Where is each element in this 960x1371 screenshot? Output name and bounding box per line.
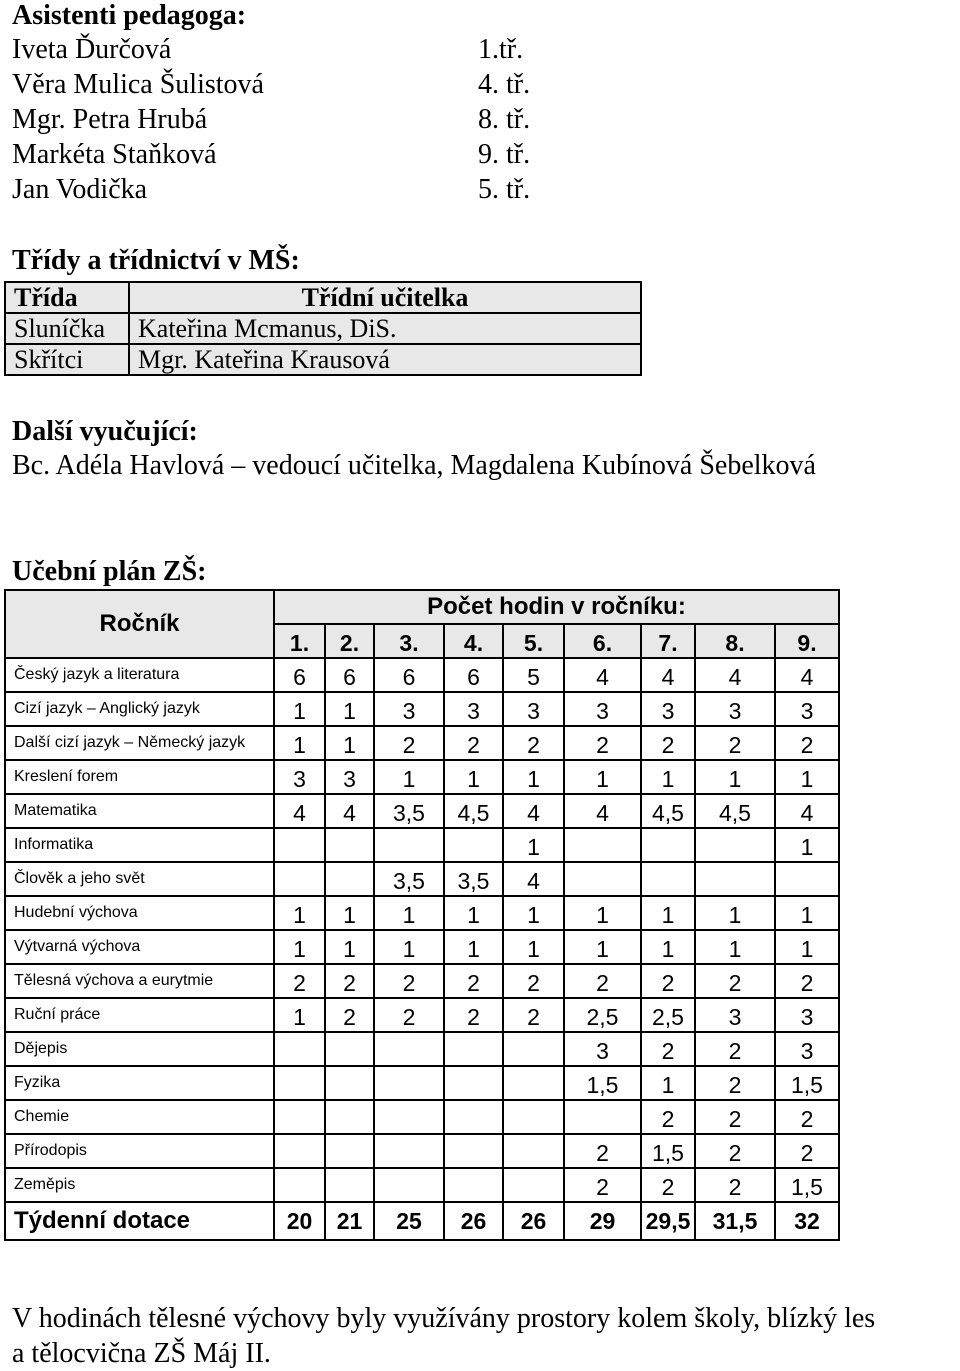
hours-cell (444, 1168, 503, 1202)
hours-cell (374, 1032, 444, 1066)
hours-cell: 3 (641, 692, 695, 726)
subject-name: Informatika (5, 828, 274, 862)
hours-cell: 1 (444, 896, 503, 930)
hours-cell: 3 (775, 692, 839, 726)
hours-cell (274, 1100, 325, 1134)
hours-cell (274, 1168, 325, 1202)
hours-cell: 1 (325, 896, 374, 930)
grade-header: 1. (274, 624, 325, 658)
hours-cell: 2 (374, 964, 444, 998)
hours-cell (274, 1032, 325, 1066)
total-hours: 26 (503, 1202, 564, 1240)
hours-cell: 5 (503, 658, 564, 692)
hours-cell: 1 (564, 930, 641, 964)
grade-header: 7. (641, 624, 695, 658)
grade-header: 9. (775, 624, 839, 658)
hours-cell (641, 828, 695, 862)
hours-cell: 3,5 (374, 794, 444, 828)
subject-name: Další cizí jazyk – Německý jazyk (5, 726, 274, 760)
hours-cell: 3 (775, 998, 839, 1032)
subject-row (5, 1100, 839, 1134)
hours-cell: 4 (564, 658, 641, 692)
hours-cell: 1 (503, 828, 564, 862)
hours-cell: 1 (641, 760, 695, 794)
hours-cell: 4,5 (641, 794, 695, 828)
total-hours: 20 (274, 1202, 325, 1240)
hours-cell: 2 (695, 1134, 775, 1168)
assistant-class: 4. tř. (478, 69, 531, 100)
hours-cell: 1 (444, 930, 503, 964)
hours-cell (374, 1066, 444, 1100)
hours-cell: 2 (641, 1100, 695, 1134)
grade-header: 3. (374, 624, 444, 658)
hours-cell: 1 (274, 930, 325, 964)
hours-cell (503, 1134, 564, 1168)
hours-cell: 2 (274, 964, 325, 998)
hours-cell: 1 (775, 930, 839, 964)
hours-cell: 6 (325, 658, 374, 692)
hours-cell: 3 (325, 760, 374, 794)
hours-cell: 1,5 (564, 1066, 641, 1100)
subject-row (5, 794, 839, 828)
others-heading: Další vyučující: (12, 416, 198, 447)
hours-cell: 6 (374, 658, 444, 692)
hours-cell (444, 1032, 503, 1066)
hours-cell: 2 (695, 1168, 775, 1202)
subject-row (5, 760, 839, 794)
total-hours: 25 (374, 1202, 444, 1240)
hours-cell: 2 (695, 1066, 775, 1100)
subject-name: Fyzika (5, 1066, 274, 1100)
hours-cell: 3 (695, 692, 775, 726)
hours-cell (325, 1168, 374, 1202)
hours-cell: 4,5 (444, 794, 503, 828)
subject-row (5, 1066, 839, 1100)
hours-cell: 2 (444, 964, 503, 998)
hours-cell: 3 (374, 692, 444, 726)
hours-cell: 1 (564, 896, 641, 930)
hours-cell (503, 1100, 564, 1134)
subject-name: Výtvarná výchova (5, 930, 274, 964)
hours-cell: 3 (564, 1032, 641, 1066)
hours-cell (325, 862, 374, 896)
hours-cell (325, 1134, 374, 1168)
hours-cell: 2 (641, 1032, 695, 1066)
hours-cell: 3 (564, 692, 641, 726)
hours-cell: 1 (695, 896, 775, 930)
hours-cell: 4 (641, 658, 695, 692)
hours-cell: 2 (641, 964, 695, 998)
subject-row (5, 1032, 839, 1066)
hours-cell: 1 (374, 930, 444, 964)
hours-cell: 1 (274, 896, 325, 930)
hours-cell: 1 (274, 692, 325, 726)
hours-cell: 2 (695, 726, 775, 760)
hours-cell (274, 1066, 325, 1100)
assistant-class: 8. tř. (478, 104, 531, 135)
hours-cell: 1,5 (775, 1168, 839, 1202)
subject-name: Zeměpis (5, 1168, 274, 1202)
hours-cell: 1 (503, 930, 564, 964)
hours-cell (274, 862, 325, 896)
hours-cell: 2 (325, 964, 374, 998)
hours-cell: 2,5 (641, 998, 695, 1032)
subject-row (5, 896, 839, 930)
hours-cell: 1 (503, 896, 564, 930)
subject-name: Člověk a jeho svět (5, 862, 274, 896)
assistant-class: 5. tř. (478, 174, 531, 205)
hours-cell (325, 1066, 374, 1100)
subject-row (5, 964, 839, 998)
ms-heading: Třídy a třídnictví v MŠ: (12, 245, 300, 276)
others-text: Bc. Adéla Havlová – vedoucí učitelka, Magdalena Kubínová Šebelková (12, 450, 816, 481)
total-hours: 32 (775, 1202, 839, 1240)
hours-cell: 1 (775, 760, 839, 794)
hours-cell: 1 (274, 998, 325, 1032)
curriculum-table (4, 589, 840, 1241)
hours-cell: 2 (564, 726, 641, 760)
total-hours: 31,5 (695, 1202, 775, 1240)
total-hours: 29,5 (641, 1202, 695, 1240)
hours-cell (444, 828, 503, 862)
subject-name: Ruční práce (5, 998, 274, 1032)
hours-cell: 1 (444, 760, 503, 794)
hours-cell (695, 828, 775, 862)
hours-cell (695, 862, 775, 896)
hours-cell: 4 (775, 794, 839, 828)
grade-header: 5. (503, 624, 564, 658)
hours-cell (325, 1100, 374, 1134)
ms-table-row (5, 344, 641, 375)
subject-name: Kreslení forem (5, 760, 274, 794)
hours-cell (564, 862, 641, 896)
hours-cell: 1,5 (775, 1066, 839, 1100)
hours-cell (274, 828, 325, 862)
hours-cell (564, 828, 641, 862)
hours-cell (444, 1100, 503, 1134)
hours-cell: 2 (444, 726, 503, 760)
assistant-class: 9. tř. (478, 139, 531, 170)
hours-cell: 4 (564, 794, 641, 828)
total-hours: 29 (564, 1202, 641, 1240)
hours-cell (503, 1168, 564, 1202)
plan-heading: Učební plán ZŠ: (12, 556, 207, 587)
ms-table-header (5, 282, 641, 313)
hours-cell (641, 862, 695, 896)
subject-row (5, 998, 839, 1032)
hours-cell: 2 (374, 726, 444, 760)
subject-row (5, 1134, 839, 1168)
subject-row (5, 1168, 839, 1202)
col-hours-header: Počet hodin v ročníku: (274, 590, 839, 624)
hours-cell (503, 1032, 564, 1066)
subject-name: Matematika (5, 794, 274, 828)
subject-name: Přírodopis (5, 1134, 274, 1168)
hours-cell: 1 (325, 726, 374, 760)
hours-cell: 2 (564, 1134, 641, 1168)
total-hours: 26 (444, 1202, 503, 1240)
assistant-name: Jan Vodička (12, 174, 148, 205)
footer-line-1: V hodinách tělesné výchovy byly využívány prostory kolem školy, blízký les (12, 1303, 876, 1334)
hours-cell: 2,5 (564, 998, 641, 1032)
hours-cell (325, 1032, 374, 1066)
hours-cell: 1 (374, 896, 444, 930)
hours-cell: 2 (695, 1032, 775, 1066)
ms-class-name: Sluníčka (5, 313, 129, 344)
hours-cell: 3 (444, 692, 503, 726)
hours-cell: 1 (775, 896, 839, 930)
hours-cell: 1 (641, 1066, 695, 1100)
hours-cell: 1 (695, 760, 775, 794)
hours-cell: 1 (641, 930, 695, 964)
hours-cell: 2 (775, 1100, 839, 1134)
subject-name: Hudební výchova (5, 896, 274, 930)
hours-cell: 2 (503, 998, 564, 1032)
hours-cell: 3 (503, 692, 564, 726)
total-label: Týdenní dotace (5, 1202, 274, 1240)
ms-teacher-name: Kateřina Mcmanus, DiS. (129, 313, 641, 344)
hours-cell: 4 (695, 658, 775, 692)
hours-cell: 2 (641, 1168, 695, 1202)
subject-row (5, 862, 839, 896)
hours-cell: 1 (564, 760, 641, 794)
hours-cell: 1 (775, 828, 839, 862)
subject-row (5, 930, 839, 964)
hours-cell: 1 (695, 930, 775, 964)
ms-teacher-name: Mgr. Kateřina Krausová (129, 344, 641, 375)
grade-header: 8. (695, 624, 775, 658)
hours-cell (564, 1100, 641, 1134)
hours-cell: 2 (325, 998, 374, 1032)
hours-cell (374, 1134, 444, 1168)
hours-cell: 3 (775, 1032, 839, 1066)
hours-cell: 1 (374, 760, 444, 794)
subject-row (5, 658, 839, 692)
hours-cell: 3 (274, 760, 325, 794)
grade-header: 6. (564, 624, 641, 658)
subject-name: Cizí jazyk – Anglický jazyk (5, 692, 274, 726)
hours-cell: 2 (564, 1168, 641, 1202)
assistant-name: Markéta Staňková (12, 139, 217, 170)
hours-cell: 3 (695, 998, 775, 1032)
plan-header-row (5, 590, 839, 624)
ms-classes-table (4, 281, 642, 376)
hours-cell: 1,5 (641, 1134, 695, 1168)
hours-cell: 4 (503, 794, 564, 828)
subject-row (5, 828, 839, 862)
hours-cell (503, 1066, 564, 1100)
subject-name: Dějepis (5, 1032, 274, 1066)
hours-cell (444, 1066, 503, 1100)
hours-cell: 2 (564, 964, 641, 998)
footer-line-2: a tělocvična ZŠ Máj II. (12, 1338, 271, 1369)
hours-cell: 6 (444, 658, 503, 692)
ms-class-name: Skřítci (5, 344, 129, 375)
hours-cell (374, 828, 444, 862)
ms-table-row (5, 313, 641, 344)
assistant-class: 1.tř. (478, 34, 524, 65)
hours-cell: 2 (503, 726, 564, 760)
hours-cell: 3,5 (374, 862, 444, 896)
hours-cell: 1 (274, 726, 325, 760)
col-grade-header: Ročník (5, 590, 274, 658)
subject-row (5, 726, 839, 760)
total-hours: 21 (325, 1202, 374, 1240)
assistant-name: Iveta Ďurčová (12, 34, 172, 65)
assistants-heading: Asistenti pedagoga: (12, 0, 247, 31)
hours-cell: 4,5 (695, 794, 775, 828)
hours-cell (444, 1134, 503, 1168)
ms-col-teacher: Třídní učitelka (129, 282, 641, 313)
hours-cell: 2 (374, 998, 444, 1032)
hours-cell: 2 (775, 726, 839, 760)
hours-cell: 1 (641, 896, 695, 930)
hours-cell (775, 862, 839, 896)
hours-cell: 4 (274, 794, 325, 828)
subject-name: Český jazyk a literatura (5, 658, 274, 692)
hours-cell: 2 (503, 964, 564, 998)
subject-row (5, 692, 839, 726)
hours-cell: 2 (641, 726, 695, 760)
hours-cell: 2 (444, 998, 503, 1032)
hours-cell (374, 1168, 444, 1202)
hours-cell: 4 (325, 794, 374, 828)
assistant-name: Mgr. Petra Hrubá (12, 104, 208, 135)
hours-cell: 2 (695, 1100, 775, 1134)
hours-cell (274, 1134, 325, 1168)
hours-cell: 4 (775, 658, 839, 692)
hours-cell: 2 (695, 964, 775, 998)
grade-header: 4. (444, 624, 503, 658)
total-row (5, 1202, 839, 1240)
hours-cell: 1 (503, 760, 564, 794)
hours-cell: 2 (775, 1134, 839, 1168)
ms-col-class: Třída (5, 282, 129, 313)
hours-cell: 3,5 (444, 862, 503, 896)
hours-cell: 1 (325, 692, 374, 726)
hours-cell: 2 (775, 964, 839, 998)
hours-cell: 4 (503, 862, 564, 896)
subject-name: Tělesná výchova a eurytmie (5, 964, 274, 998)
hours-cell: 1 (325, 930, 374, 964)
hours-cell (325, 828, 374, 862)
assistant-name: Věra Mulica Šulistová (12, 69, 264, 100)
hours-cell (374, 1100, 444, 1134)
grade-header: 2. (325, 624, 374, 658)
hours-cell: 6 (274, 658, 325, 692)
subject-name: Chemie (5, 1100, 274, 1134)
